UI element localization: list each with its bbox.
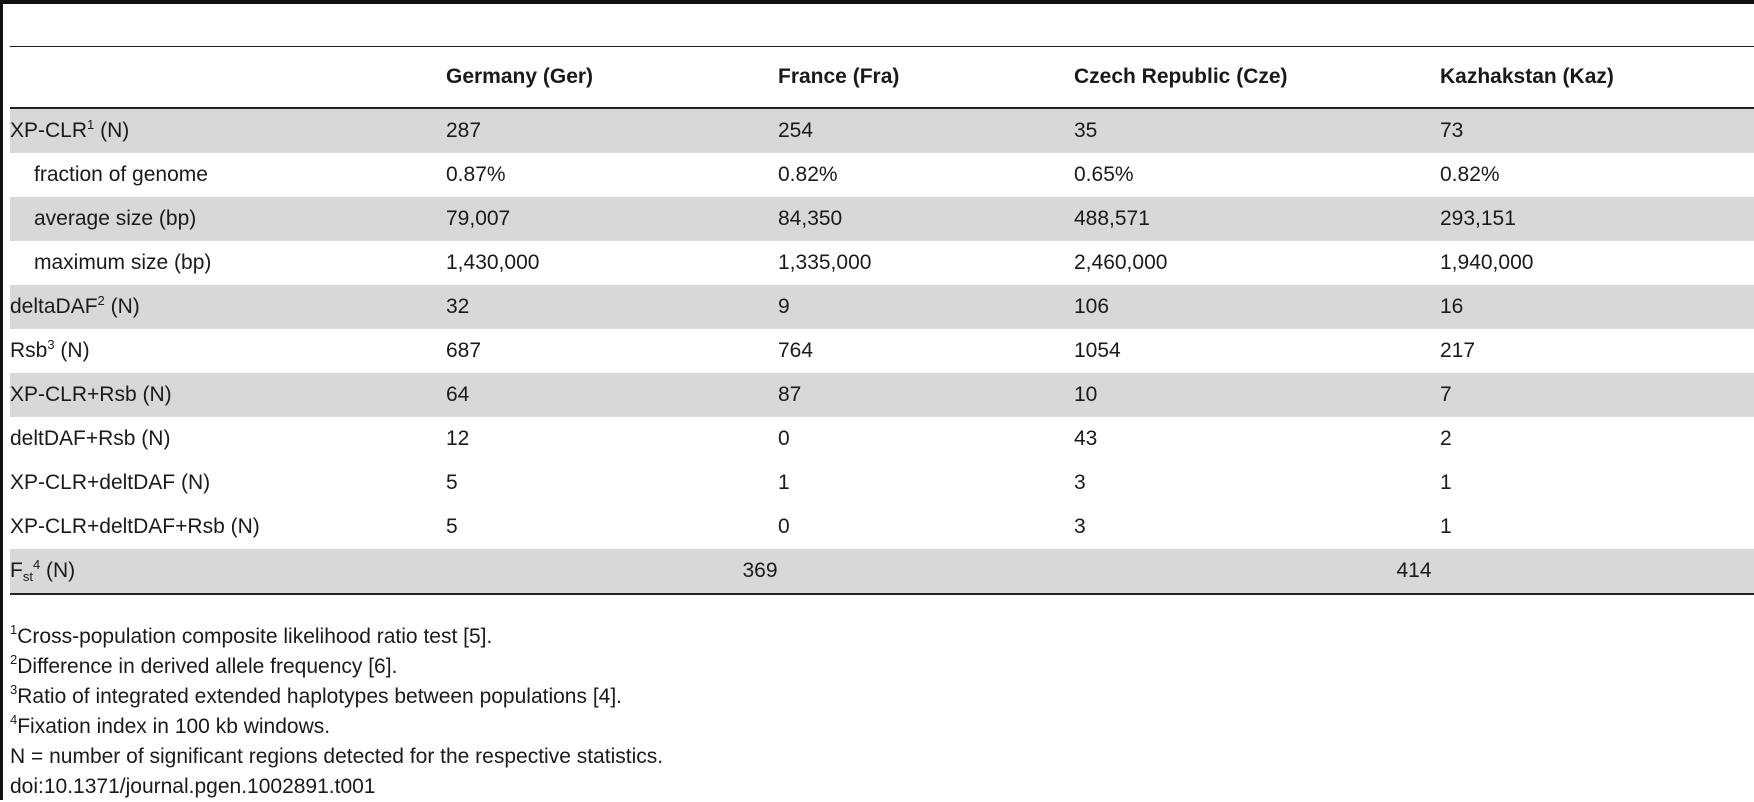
header-germany: Germany (Ger) [446,65,594,88]
footnote-3: $^3$Ratio of integrated extended haplotypes between populations [4]. [10,682,622,708]
table-cell: 64 [446,373,778,417]
header-france: France (Fra) [778,65,900,88]
header-czech: Czech Republic (Cze) [1074,65,1288,88]
table-cell: 32 [446,285,778,329]
row-label: fraction of genome [34,163,208,186]
footnote-1: $^1$Cross-population composite likelihood ratio test [5]. [10,622,493,648]
results-table [10,46,1754,595]
table-cell: 43 [1074,427,1098,450]
table-cell: 488,571 [1074,197,1440,241]
table-cell: 254 [778,108,1074,153]
table-row-rsb [10,329,1754,373]
table-cell: 35 [1074,108,1440,153]
header-kazakhstan: Kazhakstan (Kaz) [1440,65,1614,88]
table-cell: 2 [1440,427,1452,450]
table-cell: 10 [1074,373,1440,417]
table-row-xpclr-deltdaf-rsb [10,505,1754,549]
doi-label: doi:10.1371/journal.pgen.1002891.t001 [10,775,376,798]
row-label: XP-CLR$^1$ (N) [10,108,446,153]
table-cell: 1,430,000 [446,251,540,274]
table-row-fraction [10,153,1754,197]
table-cell: 0 [778,427,790,450]
results-table-container [10,46,1754,595]
table-cell: 1,335,000 [778,251,872,274]
top-border [0,0,1754,4]
table-row-xpclr-deltdaf [10,461,1754,505]
table-cell: 0.82% [1440,163,1500,186]
row-label: deltDAF+Rsb (N) [10,427,171,450]
table-cell: 0 [778,515,790,538]
row-label: XP-CLR+deltDAF (N) [10,471,211,494]
row-label: $F_{st}^4$ (N) [10,549,446,594]
table-cell: 217 [1440,339,1476,362]
row-label: average size (bp) [10,197,446,241]
table-cell: 2,460,000 [1074,251,1168,274]
header-empty [10,47,446,109]
table-cell: 0.82% [778,163,838,186]
table-cell: 687 [446,339,482,362]
table-cell: 87 [778,373,1074,417]
table-cell: 1 [778,471,790,494]
table-row-xpclr-rsb [10,373,1754,417]
table-cell: 5 [446,471,458,494]
table-cell: 12 [446,427,470,450]
table-cell: 1 [1440,515,1452,538]
row-label: deltaDAF$^2$ (N) [10,285,446,329]
table-cell: 7 [1440,373,1754,417]
table-cell: 764 [778,339,814,362]
table-cell: 1 [1440,471,1452,494]
table-row-deltadaf [10,285,1754,329]
footnote-2: $^2$Difference in derived allele frequency [6]. [10,652,398,678]
table-cell: 287 [446,108,778,153]
table-cell: 1,940,000 [1440,251,1534,274]
footnote-n-definition: N = number of significant regions detected for the respective statistics. [10,745,664,768]
table-cell: 1054 [1074,339,1121,362]
table-row-deltdaf-rsb [10,417,1754,461]
row-label: XP-CLR+deltDAF+Rsb (N) [10,515,260,538]
table-cell: 0.87% [446,163,506,186]
table-cell-merged: 414 [1074,549,1754,594]
table-cell: 3 [1074,515,1086,538]
row-label: maximum size (bp) [34,251,212,274]
table-row-maximum-size [10,241,1754,285]
table-cell: 73 [1440,108,1754,153]
table-cell: 293,151 [1440,197,1754,241]
left-border [0,0,3,800]
table-cell: 9 [778,285,1074,329]
footnote-4: $^4$Fixation index in 100 kb windows. [10,712,331,738]
table-cell: 0.65% [1074,163,1134,186]
table-cell: 79,007 [446,197,778,241]
table-row-average-size [10,197,1754,241]
table-cell-merged: 369 [446,549,1074,594]
table-footnotes [10,622,663,802]
table-row-fst [10,549,1754,594]
table-row-xpclr [10,108,1754,153]
table-cell: 84,350 [778,197,1074,241]
table-cell: 106 [1074,285,1440,329]
row-label: Rsb$^3$ (N) [10,337,90,362]
table-cell: 5 [446,515,458,538]
table-cell: 3 [1074,471,1086,494]
table-header-row [10,47,1754,109]
table-cell: 16 [1440,285,1754,329]
row-label: XP-CLR+Rsb (N) [10,373,446,417]
